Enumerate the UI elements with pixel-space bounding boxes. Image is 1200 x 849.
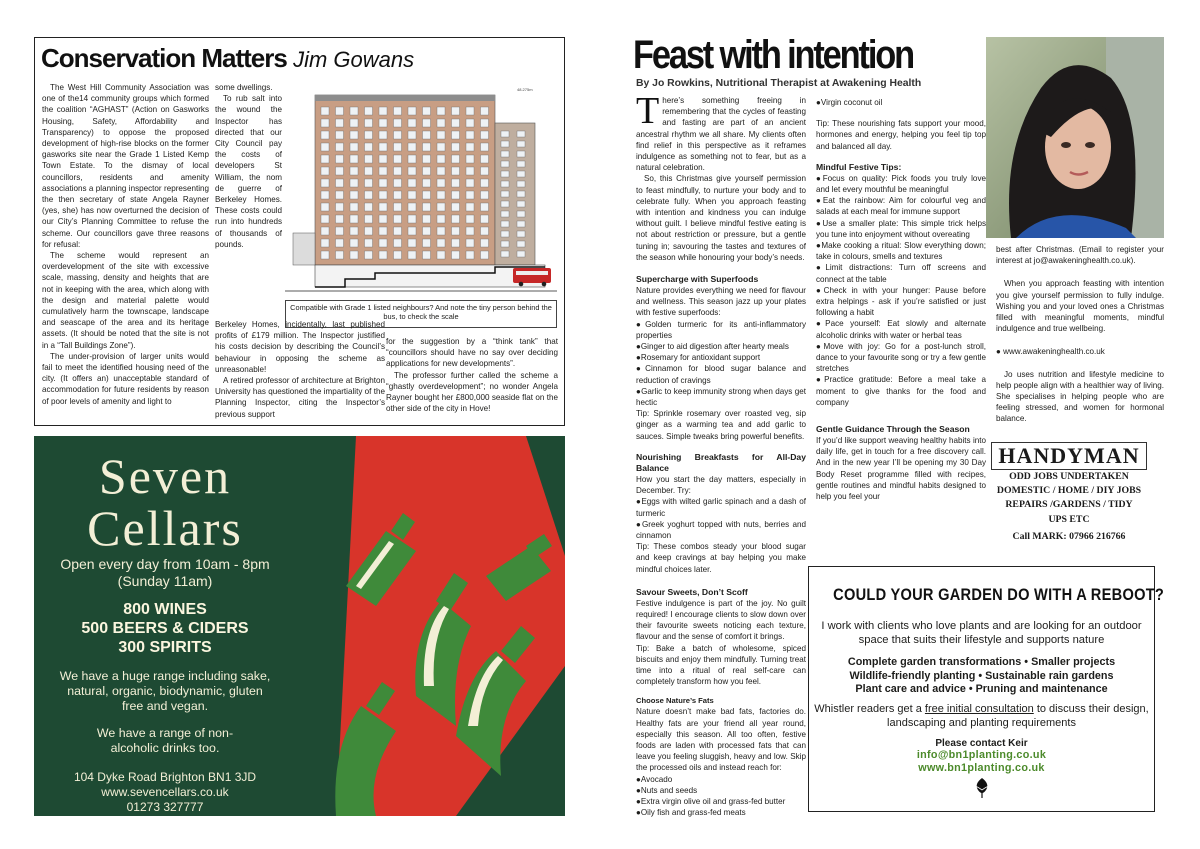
list-item: ●Move with joy: Go for a post-lunch stroll, dance to your favourite song or try a few gentle stretches xyxy=(816,341,987,374)
building-window xyxy=(501,131,509,137)
paragraph: some dwellings. xyxy=(215,83,273,92)
author-bio: Jo uses nutrition and lifestyle medicine to help people align with a healthier way of living. She specialises in helping people who are feeling stressed, and women for hormonal balance. xyxy=(996,369,1164,424)
building-window xyxy=(501,181,509,187)
building-window xyxy=(350,191,358,199)
building-window xyxy=(394,167,402,175)
building-window xyxy=(408,131,416,139)
heading-breakfast: Nourishing Breakfasts for All-Day Balance xyxy=(636,451,806,473)
building-window xyxy=(336,131,344,139)
paragraph: Nature doesn’t make bad fats, factories do. Healthy fats are your friend all year round, especially this season. All too often, festive foods are laden with processed fats that can leave you feeling sluggish, heavy and low. Skip the processed oils and instead reach for: xyxy=(636,707,806,773)
service-line: Wildlife-friendly planting • Sustainable rain gardens xyxy=(849,669,1114,682)
wine-bottles-illustration xyxy=(296,436,565,816)
building-window xyxy=(452,155,460,163)
list-item: ●Cinnamon for blood sugar balance and reduction of cravings xyxy=(636,364,806,385)
paragraph: A retired professor of architecture at Brighton University has questioned the impartiality of the Planning Inspector, citing the Inspector’s previous support xyxy=(215,376,385,419)
building-window xyxy=(379,131,387,139)
website[interactable]: www.bn1planting.co.uk xyxy=(918,761,1045,774)
service-line: Complete garden transformations • Smaller projects xyxy=(847,656,1116,668)
building-window xyxy=(321,179,329,187)
building-window xyxy=(452,239,460,247)
ad-line: ODD JOBS UNDERTAKEN xyxy=(1009,471,1129,482)
feast-column-3 xyxy=(996,244,1164,425)
building-window xyxy=(336,227,344,235)
building-window xyxy=(408,143,416,151)
byline: Jim Gowans xyxy=(293,47,415,72)
building-window xyxy=(423,203,431,211)
title-text: Conservation Matters xyxy=(41,43,287,73)
building-window xyxy=(423,107,431,115)
conservation-article xyxy=(34,37,565,426)
building-window xyxy=(379,107,387,115)
building-window xyxy=(365,107,373,115)
building-window xyxy=(437,179,445,187)
building-window xyxy=(394,155,402,163)
building-window xyxy=(517,191,525,197)
building-window xyxy=(517,171,525,177)
building-window xyxy=(437,143,445,151)
building-window xyxy=(466,227,474,235)
building-window xyxy=(466,167,474,175)
building-window xyxy=(336,215,344,223)
paragraph: The West Hill Community Association was one of the14 community groups which formed the coalition “AGHAST” (Action on Gasworks Housing, Safety, Affordability and Transparency) to oppose the proposed development of high-rise blocks on the former gasworks site near the Grade 1 Listed Kemp Town Estate. To the dismay of local councillors, residents and amenity associations a planning inspector representing the then secretary of state Angela Rayner (yes, she) has now overturned the decision of our City’s Planning Committee to refuse the scheme. Our councillors gave three reasons for refusal: xyxy=(42,83,209,249)
building-window xyxy=(481,107,489,115)
handyman-ad xyxy=(986,442,1152,550)
paragraph: Berkeley Homes, incidentally, last published profits of £179 million. The Inspector justified his costs decision by describing the Council’s behaviour in opposing the scheme as unreasonable! xyxy=(215,320,385,374)
brand-line: Seven xyxy=(98,448,232,504)
paragraph: So, this Christmas give yourself permission to feast mindfully, to nurture your body and to celebrate fully. When you approach feasting with intention and kindness you can indulge without guilt. I believe mindful festive eating is not about restriction or pressure, but a gentle tuning in; savouring the tastes and textures of the season while honouring your body’s needs. xyxy=(636,174,806,262)
building-window xyxy=(365,155,373,163)
building-window xyxy=(423,179,431,187)
building-window xyxy=(350,107,358,115)
list-item: ●Oily fish and grass-fed meats xyxy=(636,808,746,818)
heading-guidance: Gentle Guidance Through the Season xyxy=(816,424,970,435)
list-item: ●Focus on quality: Pick foods you truly love and let every mouthful be meaningful xyxy=(816,173,986,195)
feast-byline: By Jo Rowkins, Nutritional Therapist at Awakening Health xyxy=(636,78,922,89)
building-window xyxy=(423,155,431,163)
building-window xyxy=(350,131,358,139)
building-window xyxy=(452,179,460,187)
building-window xyxy=(466,143,474,151)
building-window xyxy=(350,143,358,151)
building-window xyxy=(466,131,474,139)
tip: Tip: These combos steady your blood sugar and keep cravings at bay helping you make mindful choices later. xyxy=(636,542,806,574)
building-window xyxy=(408,215,416,223)
building-window xyxy=(452,191,460,199)
building-window xyxy=(408,203,416,211)
building-window xyxy=(350,179,358,187)
building-window xyxy=(336,107,344,115)
building-window xyxy=(321,227,329,235)
building-window xyxy=(321,215,329,223)
list-item: ●Practice gratitude: Before a meal take a moment to give thanks for the food and company xyxy=(816,375,986,407)
building-window xyxy=(336,191,344,199)
building-window xyxy=(466,107,474,115)
paragraph: When you approach feasting with intention you give yourself permission to fully indulge. Wishing you and your loved ones a Christmas filled with meaningful moments, mindful indulgence and true wellbeing. xyxy=(996,279,1164,334)
brand-line: Cellars xyxy=(87,500,243,556)
building-window xyxy=(394,227,402,235)
building-window xyxy=(517,201,525,207)
heading-superfoods: Supercharge with Superfoods xyxy=(636,274,759,285)
building-window xyxy=(481,251,489,259)
building-window xyxy=(501,201,509,207)
offer-text: Whistler readers get a free initial consultation to discuss their design, landscaping and planting requirements xyxy=(814,702,1149,729)
paragraph: The under-provision of larger units would fail to meet the identified housing need of the city. (It offers an) unacceptable standard of accommodation for future residents by reason of poor levels of amenity and light to xyxy=(42,351,209,406)
building-window xyxy=(501,211,509,217)
building-window xyxy=(466,203,474,211)
building-window xyxy=(394,239,402,247)
beers-count: 500 BEERS & CIDERS xyxy=(81,620,249,637)
paragraph: best after Christmas. (Email to register your interest at jo@awakeninghealth.co.uk). xyxy=(996,245,1164,266)
building-window xyxy=(466,179,474,187)
paragraph: The professor further called the scheme a “ghastly overdevelopment”; no wonder Angela Rayner bought her £800,000 seaside flat on the other side of the city in Hove! xyxy=(386,370,558,414)
ad-line: REPAIRS /GARDENS / TIDY xyxy=(1005,499,1133,511)
building-window xyxy=(452,203,460,211)
building-window xyxy=(321,119,329,127)
building-window xyxy=(517,151,525,157)
building-window xyxy=(350,119,358,127)
list-item: ●Virgin coconut oil xyxy=(816,98,883,107)
building-window xyxy=(423,143,431,151)
building-window xyxy=(394,179,402,187)
building-window xyxy=(394,107,402,115)
intro-text: here’s something freeing in remembering that the cycles of feasting and fasting are part of an ancient ancestral rhythm we all share. My clients often find relief in this perspective as it reframes indulgence as something not to fear, but as a natural celebration. xyxy=(636,96,806,173)
building-window xyxy=(321,191,329,199)
paragraph: Nature provides everything we need for flavour and wellness. This season jazz up your plates with festive superfoods: xyxy=(636,286,806,318)
building-window xyxy=(437,107,445,115)
building-window xyxy=(517,141,525,147)
image-caption: Compatible with Grade 1 listed neighbours? And note the tiny person behind the bus, to check the scale xyxy=(285,300,557,328)
leaf-logo-icon xyxy=(809,777,1154,804)
ad-line: UPS ETC xyxy=(1048,513,1090,525)
building-window xyxy=(437,191,445,199)
building-window xyxy=(437,203,445,211)
tip: Tip: Bake a batch of wholesome, spiced biscuits and enjoy them mindfully. Turning treat time into a ritual of real self-care can completely transform how you feel. xyxy=(636,643,806,687)
building-window xyxy=(350,251,358,259)
building-window xyxy=(379,239,387,247)
building-window xyxy=(394,251,402,259)
opening-hours-sunday: (Sunday 11am) xyxy=(117,573,213,589)
building-window xyxy=(437,119,445,127)
building-window xyxy=(501,151,509,157)
building-window xyxy=(501,191,509,197)
building-window xyxy=(517,251,525,257)
building-window xyxy=(423,239,431,247)
building-window xyxy=(466,191,474,199)
building-window xyxy=(452,119,460,127)
spirits-count: 300 SPIRITS xyxy=(118,639,212,656)
list-item: ●Garlic to keep immunity strong when days get hectic xyxy=(636,386,807,408)
building-window xyxy=(365,143,373,151)
building-window xyxy=(336,179,344,187)
building-window xyxy=(466,239,474,247)
wines-count: 800 WINES xyxy=(123,601,207,618)
contact-label: Please contact Keir xyxy=(935,737,1028,749)
building-window xyxy=(481,119,489,127)
heading-sweets: Savour Sweets, Don’t Scoff xyxy=(636,586,748,597)
building-window xyxy=(517,211,525,217)
paragraph: The scheme would represent an overdevelopment of the site with excessive scale, massing, density and heights that are not in keeping with the area, which along with the design and material palette would cumulatively harm the townscape, landscape and seascape of the area and its heritage assets. (It should be noted that the site is not in a “Tall Buildings Zone”). xyxy=(42,251,209,350)
building-window xyxy=(408,227,416,235)
tip: Tip: Sprinkle rosemary over roasted veg, sip ginger as a warming tea and add garlic to sauces. Simple tweaks bring powerful benefits. xyxy=(636,409,806,441)
list-item: ●Golden turmeric for its anti-inflammatory properties xyxy=(636,319,806,340)
building-window xyxy=(437,215,445,223)
building-window xyxy=(379,167,387,175)
list-item: ●Nuts and seeds xyxy=(636,785,698,795)
building-window xyxy=(517,161,525,167)
list-item: ●Avocado xyxy=(636,774,673,784)
building-window xyxy=(481,215,489,223)
building-window xyxy=(408,155,416,163)
building-window xyxy=(423,215,431,223)
building-window xyxy=(423,131,431,139)
drop-cap: T xyxy=(636,90,660,132)
building-window xyxy=(394,143,402,151)
list-item: ●Greek yoghurt topped with nuts, berries and cinnamon xyxy=(636,519,807,540)
list-item: ●Limit distractions: Turn off screens and connect at the table xyxy=(816,263,986,284)
building-window xyxy=(437,131,445,139)
building-window xyxy=(321,143,329,151)
building-window xyxy=(350,215,358,223)
building-window xyxy=(336,167,344,175)
building-window xyxy=(365,251,373,259)
column-2-continued xyxy=(215,319,385,420)
building-window xyxy=(408,239,416,247)
building-window xyxy=(452,107,460,115)
building-window xyxy=(408,251,416,259)
building-window xyxy=(481,155,489,163)
offer-link[interactable]: free initial consultation xyxy=(924,702,1034,715)
building-window xyxy=(408,119,416,127)
opening-hours: Open every day from 10am - 8pm xyxy=(60,556,270,572)
building-window xyxy=(321,107,329,115)
building-window xyxy=(501,231,509,237)
building-window xyxy=(501,221,509,227)
building-window xyxy=(481,227,489,235)
building-window xyxy=(481,191,489,199)
list-item: ●Check in with your hunger: Pause before extra helpings - ask if you’re satisfied or just following a habit xyxy=(816,285,986,318)
building-window xyxy=(379,143,387,151)
building-window xyxy=(321,251,329,259)
building-window xyxy=(517,241,525,247)
building-window xyxy=(437,167,445,175)
list-item: ●Use a smaller plate: This simple trick helps you tune into enjoyment without overeating xyxy=(816,218,986,239)
service-line: Plant care and advice • Pruning and maintenance xyxy=(855,683,1108,695)
building-window xyxy=(517,231,525,237)
building-window xyxy=(481,131,489,139)
website: www.sevencellars.co.uk xyxy=(101,785,229,799)
building-window xyxy=(408,179,416,187)
building-window xyxy=(365,131,373,139)
range-text: We have a huge range including sake, natural, organic, biodynamic, gluten free and vegan. xyxy=(59,669,271,713)
website[interactable]: ● www.awakeninghealth.co.uk xyxy=(996,347,1105,357)
building-elevation-image xyxy=(285,83,557,300)
building-window xyxy=(408,167,416,175)
range-text: We have a range of non-alcoholic drinks too. xyxy=(96,726,234,755)
ad-copy xyxy=(34,556,296,815)
list-item: ●Rosemary for antioxidant support xyxy=(636,353,761,363)
seven-cellars-ad xyxy=(34,436,565,816)
building-window xyxy=(379,191,387,199)
feast-column-2 xyxy=(816,97,986,502)
building-window xyxy=(321,131,329,139)
building-window xyxy=(336,155,344,163)
building-window xyxy=(437,239,445,247)
building-window xyxy=(379,119,387,127)
column-1 xyxy=(42,82,209,407)
building-window xyxy=(350,227,358,235)
building-window xyxy=(501,161,509,167)
address: 104 Dyke Road Brighton BN1 3JD xyxy=(73,770,257,784)
building-window xyxy=(466,155,474,163)
building-window xyxy=(365,179,373,187)
building-window xyxy=(336,239,344,247)
building-window xyxy=(365,203,373,211)
garden-ad xyxy=(808,566,1165,812)
building-window xyxy=(336,119,344,127)
building-window xyxy=(501,241,509,247)
article-title xyxy=(41,43,414,74)
phone: Call MARK: 07966 216766 xyxy=(1012,530,1126,542)
mindful-list xyxy=(816,173,986,408)
author-portrait xyxy=(986,37,1164,238)
building-window xyxy=(379,227,387,235)
building-window xyxy=(423,119,431,127)
list-item: ●Ginger to aid digestion after hearty meals xyxy=(636,342,789,352)
building-window xyxy=(350,167,358,175)
building-window xyxy=(379,203,387,211)
ad-line: DOMESTIC / HOME / DIY JOBS xyxy=(996,485,1142,497)
building-window xyxy=(481,179,489,187)
heading-fats: Choose Nature’s Fats xyxy=(636,696,714,706)
building-window xyxy=(466,215,474,223)
svg-text:48.275m: 48.275m xyxy=(517,87,533,92)
building-window xyxy=(379,215,387,223)
building-window xyxy=(379,179,387,187)
building-window xyxy=(379,155,387,163)
paragraph: for the suggestion by a “think tank” that “councillors should have no say over deciding applications for new developments”. xyxy=(386,337,558,369)
building-window xyxy=(481,167,489,175)
building-window xyxy=(452,167,460,175)
building-window xyxy=(423,227,431,235)
building-window xyxy=(365,191,373,199)
building-window xyxy=(408,107,416,115)
building-window xyxy=(350,203,358,211)
building-window xyxy=(394,119,402,127)
building-window xyxy=(501,251,509,257)
building-window xyxy=(466,251,474,259)
building-window xyxy=(452,215,460,223)
building-window xyxy=(321,203,329,211)
feast-title: Feast with intention xyxy=(633,33,913,77)
list-item: ●Extra virgin olive oil and grass-fed butter xyxy=(636,796,786,806)
building-window xyxy=(501,171,509,177)
building-window xyxy=(452,251,460,259)
building-window xyxy=(452,143,460,151)
phone: 01273 327777 xyxy=(126,800,204,814)
paragraph: If you’d like support weaving healthy habits into daily life, get in touch for a free discovery call. And in the new year I’ll be opening my 30 Day Body Reset programme filled with recipes, gentle routines and mindful habits designed to help you feel your xyxy=(816,436,986,502)
building-window xyxy=(365,227,373,235)
building-window xyxy=(517,181,525,187)
building-window xyxy=(437,155,445,163)
building-window xyxy=(517,131,525,137)
column-3 xyxy=(386,336,558,414)
garden-title: COULD YOUR GARDEN DO WITH A REBOOT? xyxy=(833,585,1165,604)
building-window xyxy=(452,227,460,235)
email[interactable]: info@bn1planting.co.uk xyxy=(916,748,1047,761)
building-window xyxy=(517,221,525,227)
building-window xyxy=(321,167,329,175)
building-window xyxy=(437,227,445,235)
list-item: ●Pace yourself: Eat slowly and alternate alcoholic drinks with water or herbal teas xyxy=(816,319,987,340)
column-2 xyxy=(215,82,282,250)
feast-column-1 xyxy=(636,90,807,818)
building-window xyxy=(423,251,431,259)
building-window xyxy=(365,215,373,223)
heading-mindful: Mindful Festive Tips: xyxy=(816,161,902,172)
building-window xyxy=(350,239,358,247)
brand-name xyxy=(34,450,296,554)
list-item: ●Make cooking a ritual: Slow everything down; take in colours, smells and textures xyxy=(816,241,986,262)
paragraph: To rub salt into the wound the Inspector has directed that our City Council pay the costs of developers St William, the nom de guerre of Berkeley Homes. These costs could run into hundreds of thousands of pounds. xyxy=(215,94,282,249)
building-window xyxy=(365,239,373,247)
building-window xyxy=(452,131,460,139)
building-window xyxy=(501,141,509,147)
building-window xyxy=(336,143,344,151)
building-window xyxy=(394,203,402,211)
building-window xyxy=(379,251,387,259)
building-window xyxy=(394,191,402,199)
superfoods-list xyxy=(636,319,806,409)
building-window xyxy=(365,167,373,175)
tip: Tip: These nourishing fats support your mood, hormones and energy, helping you feel tip top and balanced all day. xyxy=(816,119,986,151)
building-window xyxy=(321,155,329,163)
list-item: ●Eat the rainbow: Aim for colourful veg and salads at each meal for immune support xyxy=(816,196,987,217)
building-window xyxy=(365,119,373,127)
building-window xyxy=(408,191,416,199)
building-window xyxy=(437,251,445,259)
building-window xyxy=(350,155,358,163)
building-window xyxy=(394,215,402,223)
garden-intro: I work with clients who love plants and are looking for an outdoor space that suits their lifestyle and supports nature xyxy=(821,620,1142,646)
building-window xyxy=(336,251,344,259)
building-window xyxy=(481,203,489,211)
building-window xyxy=(321,239,329,247)
building-window xyxy=(423,191,431,199)
building-window xyxy=(481,239,489,247)
building-window xyxy=(466,119,474,127)
services-list xyxy=(809,656,1154,697)
building-window xyxy=(481,143,489,151)
building-window xyxy=(336,203,344,211)
paragraph: How you start the day matters, especially in December. Try: xyxy=(636,474,806,496)
building-window xyxy=(394,131,402,139)
handyman-title: HANDYMAN xyxy=(991,442,1146,470)
building-window xyxy=(423,167,431,175)
list-item: ●Eggs with wilted garlic spinach and a dash of turmeric xyxy=(636,497,806,518)
paragraph: Festive indulgence is part of the joy. No guilt required! I encourage clients to slow down over their favourite sweets noticing each texture, flavour and the sense of comfort it brings. xyxy=(636,598,806,642)
